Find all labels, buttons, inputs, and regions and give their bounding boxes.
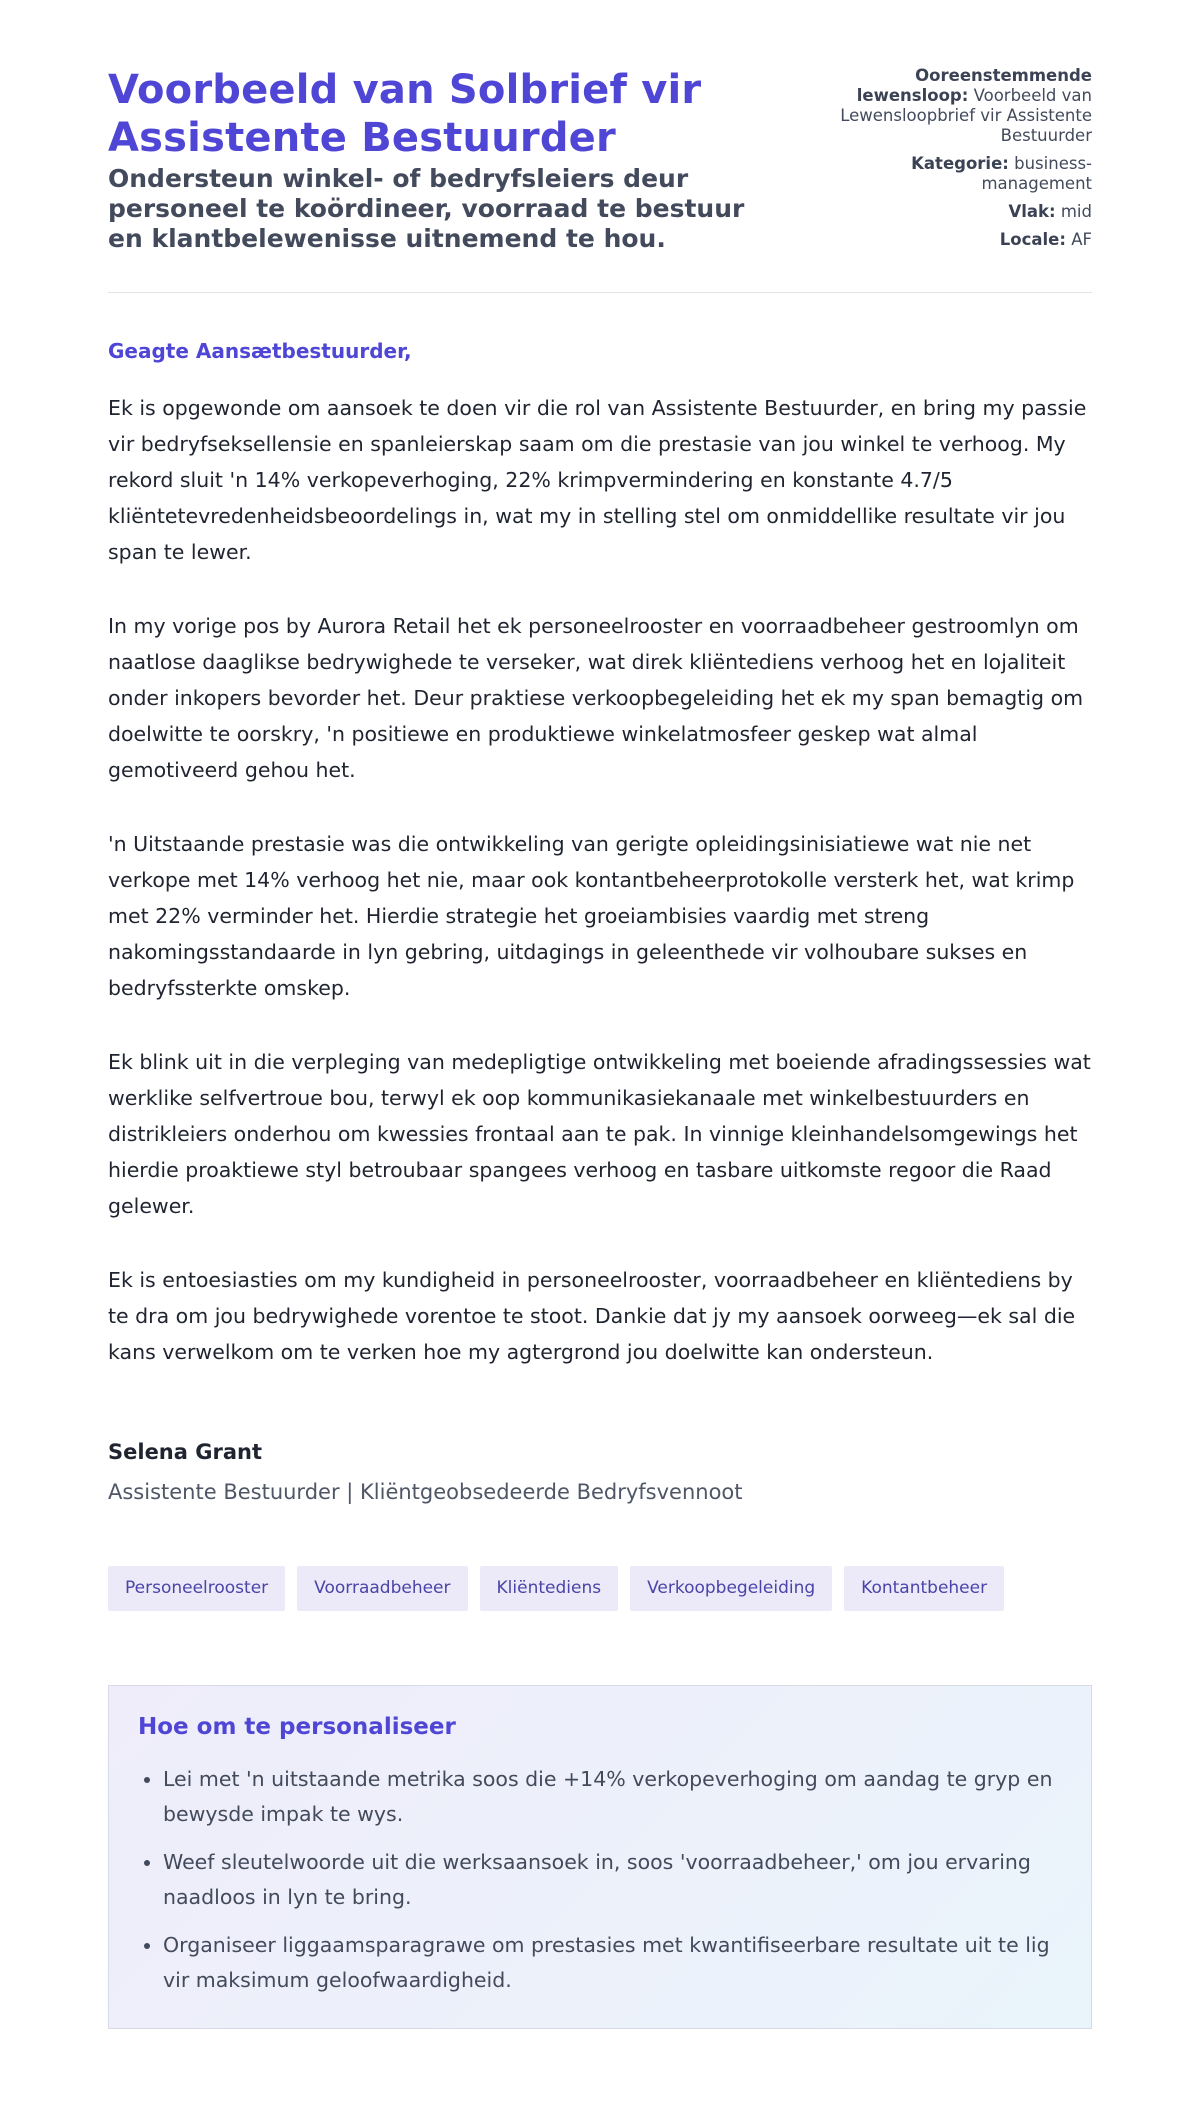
tips-list	[138, 1762, 1062, 1998]
letter-paragraph: Ek blink uit in die verpleging van medepligtige ontwikkeling met boeiende afradingssessies wat werklike selfvertroue bou, terwyl ek oop kommunikasiekanaale met winkelbestuurders en distrikleiers onderhou om kwessies frontaal aan te pak. In vinnige kleinhandelsomgewings het hierdie proaktiewe styl betroubaar spangees verhoog en tasbare uitkomste regoor die Raad gelewer.	[108, 1050, 1091, 1218]
meta-locale-value: AF	[1071, 230, 1092, 249]
meta-category-label: Kategorie:	[911, 154, 1009, 173]
tip-item: • Weef sleutelwoorde uit die werksaansoek in, soos 'voorraadbeheer,' om jou ervaring naadloos in lyn te bring.	[163, 1845, 1062, 1915]
meta-locale-label: Locale:	[999, 230, 1066, 249]
meta-resume	[802, 66, 1092, 146]
page-title: Voorbeeld van Solbrief vir Assistente Bestuurder	[108, 67, 702, 161]
skill-tag: Verkoopbegeleiding	[630, 1566, 832, 1611]
personalize-tips-box	[108, 1685, 1092, 2029]
skill-tag: Personeelrooster	[108, 1566, 285, 1611]
meta-field	[802, 202, 1092, 222]
meta-panel	[802, 66, 1092, 258]
tip-item: • Organiseer liggaamsparagrawe om prestasies met kwantifiseerbare resultate uit te lig vir maksimum geloofwaardigheid.	[163, 1928, 1062, 1998]
header-title-block	[108, 66, 768, 254]
letter-salutation: Geagte Aansætbestuurder,	[108, 339, 412, 363]
meta-resume-value: Voorbeeld van Lewensloopbrief vir Assistente Bestuurder	[840, 86, 1092, 145]
skill-tags	[108, 1566, 1092, 1611]
skill-tag: Kontantbeheer	[844, 1566, 1004, 1611]
meta-locale	[802, 230, 1092, 250]
meta-category	[802, 154, 1092, 194]
page-header	[108, 66, 1092, 293]
meta-resume-label: Ooreenstemmende lewensloop:	[856, 66, 1092, 105]
meta-category-value: business-management	[981, 154, 1092, 193]
page-subtitle: Ondersteun winkel- of bedryfsleiers deur personeel te koördineer, voorraad te bestuur en klantbelewenisse uitnemend te hou.	[108, 164, 745, 253]
letter-paragraph: Ek is opgewonde om aansoek te doen vir die rol van Assistente Bestuurder, en bring my passie vir bedryfseksellensie en spanleierskap saam om die prestasie van jou winkel te verhoog. My rekord sluit 'n 14% verkopeverhoging, 22% krimpvermindering en konstante 4.7/5 kliëntetevredenheidsbeoordelings in, wat my in stelling stel om onmiddellike resultate vir jou span te lewer.	[108, 396, 1087, 564]
skill-tag: Kliëntediens	[480, 1566, 619, 1611]
signature-role: Assistente Bestuurder | Kliëntgeobsedeerde Bedryfsvennoot	[108, 1480, 743, 1504]
meta-field-label: Vlak:	[1008, 202, 1056, 221]
skill-tag: Voorraadbeheer	[297, 1566, 467, 1611]
tip-item: • Lei met 'n uitstaande metrika soos die +14% verkopeverhoging om aandag te gryp en bewysde impak te wys.	[163, 1762, 1062, 1832]
letter-paragraph: 'n Uitstaande prestasie was die ontwikkeling van gerigte opleidingsinisiatiewe wat nie net verkope met 14% verhoog het nie, maar ook kontantbeheerprotokolle versterk het, wat krimp met 22% verminder het. Hierdie strategie het groeiambisies vaardig met streng nakomingsstandaarde in lyn gebring, uitdagings in geleenthede vir volhoubare sukses en bedryfssterkte omskep.	[108, 832, 1075, 1000]
meta-field-value: mid	[1060, 202, 1092, 221]
letter-paragraph: Ek is entoesiasties om my kundigheid in personeelrooster, voorraadbeheer en kliëntediens by te dra om jou bedrywighede vorentoe te stoot. Dankie dat jy my aansoek oorweeg—ek sal die kans verwelkom om te verken hoe my agtergrond jou doelwitte kan ondersteun.	[108, 1268, 1076, 1364]
signature-name: Selena Grant	[108, 1440, 262, 1464]
letter-body	[108, 390, 1092, 1370]
letter-paragraph: In my vorige pos by Aurora Retail het ek personeelrooster en voorraadbeheer gestroomlyn om naatlose daaglikse bedrywighede te verseker, wat direk kliëntediens verhoog het en lojaliteit onder inkopers bevorder het. Deur praktiese verkoopbegeleiding het ek my span bemagtig om doelwitte te oorskry, 'n positiewe en produktiewe winkelatmosfeer geskep wat almal gemotiveerd gehou het.	[108, 614, 1084, 782]
tips-title: Hoe om te personaliseer	[138, 1714, 456, 1740]
